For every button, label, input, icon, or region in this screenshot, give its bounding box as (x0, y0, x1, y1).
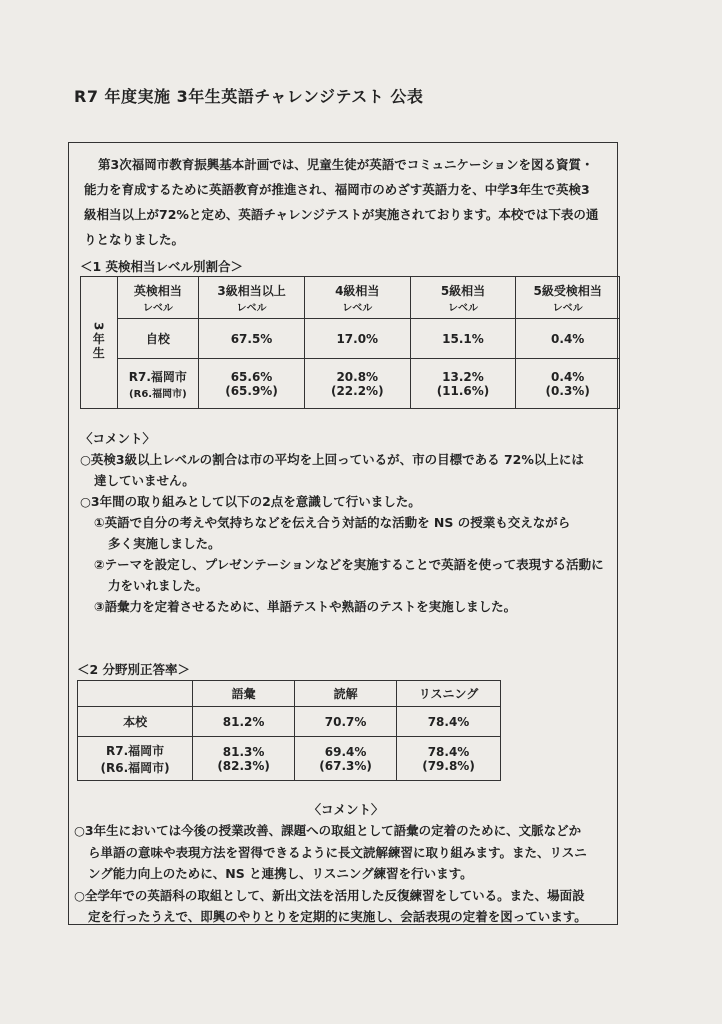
comment1-item: ③語彙力を定着させるために、単語テストや熟語のテストを実施しました。 (94, 599, 517, 614)
value-cell (516, 359, 620, 409)
header-col (304, 277, 410, 319)
comment1-item: 力をいれました。 (108, 578, 209, 593)
header-level (117, 277, 199, 319)
comment2-line: ら単語の意味や表現方法を習得できるように長文読解練習に取り組みます。また、リスニ (88, 844, 587, 860)
value-cell (193, 737, 295, 781)
section1-heading: ＜1 英検相当レベル別割合＞ (80, 259, 244, 274)
value-sub: (11.6%) (436, 383, 490, 398)
value-cell (295, 737, 397, 781)
value-main: 0.4% (551, 369, 585, 384)
value-main: 69.4% (324, 744, 367, 759)
comment2-line: ○全学年での英語科の取組として、新出文法を活用した反復練習をしている。また、場面設 (74, 887, 585, 903)
intro-line: 第3次福岡市教育振興基本計画では、児童生徒が英語でコミュニケーションを図る資質・ (98, 157, 594, 172)
header-col (516, 277, 620, 319)
value-cell: 17.0% (304, 319, 410, 359)
row-label: 本校 (78, 707, 193, 737)
comment1-line: ○英検3級以上レベルの割合は市の平均を上回っているが、市の目標である 72%以上には (80, 452, 584, 467)
header-col-l2: レベル (342, 302, 373, 314)
header-col-l2: レベル (236, 302, 267, 314)
value-sub: (0.3%) (545, 383, 590, 398)
comment2-line: ング能力向上のために、NS と連携し、リスニング練習を行います。 (88, 866, 473, 881)
value-cell (304, 359, 410, 409)
header-col-l1: 3級相当以上 (217, 283, 286, 298)
comment2-line: 定を行ったうえで、即興のやりとりを定期的に実施し、会話表現の定着を図っています。 (88, 909, 587, 924)
comment1-item: 多く実施しました。 (108, 536, 221, 551)
comment2-heading: 〈コメント〉 (308, 802, 384, 817)
level-table (80, 276, 620, 409)
comment1-heading: 〈コメント〉 (80, 431, 156, 446)
col-header: リスニング (397, 681, 501, 707)
intro-line: 能力を育成するために英語教育が推進され、福岡市のめざす英語力を、中学3年生で英検3 (84, 182, 590, 197)
value-cell: 15.1% (410, 319, 516, 359)
corner-cell (78, 681, 193, 707)
value-cell (397, 737, 501, 781)
header-col-l1: 5級受検相当 (533, 283, 602, 298)
header-level-l2: レベル (142, 302, 173, 314)
row-label: 自校 (117, 319, 199, 359)
header-col-l1: 5級相当 (440, 283, 486, 298)
value-main: 65.6% (230, 369, 273, 384)
page-title: R7 年度実施 3年生英語チャレンジテスト 公表 (74, 87, 424, 106)
value-main: 78.4% (427, 744, 470, 759)
comment2 (74, 820, 614, 928)
header-col-l2: レベル (552, 302, 583, 314)
value-main: 20.8% (336, 369, 379, 384)
intro-line: 級相当以上が72%と定め、英語チャレンジテストが実施されております。本校では下表の通 (84, 207, 599, 222)
section2-heading: ＜2 分野別正答率＞ (77, 662, 191, 677)
value-sub: (65.9%) (225, 383, 278, 398)
comment1-line: ○3年間の取り組みとして以下の2点を意識して行いました。 (80, 494, 421, 509)
comment1-item: ②テーマを設定し、プレゼンテーションなどを実施することで英語を使って表現する活動に (94, 557, 604, 572)
header-col (410, 277, 516, 319)
value-cell: 81.2% (193, 707, 295, 737)
row-label-main: R7.福岡市 (128, 369, 187, 384)
value-cell: 78.4% (397, 707, 501, 737)
header-col (199, 277, 305, 319)
grade-cell (81, 277, 118, 409)
value-main: 81.3% (222, 744, 265, 759)
value-cell: 67.5% (199, 319, 305, 359)
header-col-l2: レベル (447, 302, 478, 314)
col-header: 語彙 (193, 681, 295, 707)
value-cell (410, 359, 516, 409)
value-main: 13.2% (442, 369, 484, 384)
header-level-l1: 英検相当 (133, 283, 182, 298)
col-header: 読解 (295, 681, 397, 707)
value-sub: (82.3%) (217, 758, 270, 773)
header-col-l1: 4級相当 (335, 283, 380, 298)
intro-paragraph (84, 152, 614, 252)
row-label (78, 737, 193, 781)
row-label-main: R7.福岡市 (105, 743, 165, 758)
comment2-line: ○3年生においては今後の授業改善、課題への取組として語彙の定着のために、文脈などか (74, 823, 582, 838)
comment1-item: ①英語で自分の考えや気持ちなどを伝え合う対話的な活動を NS の授業も交えながら (94, 515, 571, 530)
value-cell: 0.4% (516, 319, 620, 359)
value-sub: (22.2%) (330, 383, 384, 398)
row-label (117, 359, 199, 409)
value-sub: (79.8%) (422, 758, 475, 773)
value-cell: 70.7% (295, 707, 397, 737)
field-table (77, 680, 501, 781)
value-sub: (67.3%) (319, 758, 372, 773)
comment1-line: 達していません。 (94, 473, 195, 488)
comment1 (80, 428, 615, 617)
row-label-sub: (R6.福岡市) (100, 760, 170, 775)
row-label-sub: (R6.福岡市) (129, 388, 187, 400)
value-cell (199, 359, 305, 409)
intro-line: りとなりました。 (84, 232, 185, 247)
grade-label: 3年生 (91, 321, 106, 361)
